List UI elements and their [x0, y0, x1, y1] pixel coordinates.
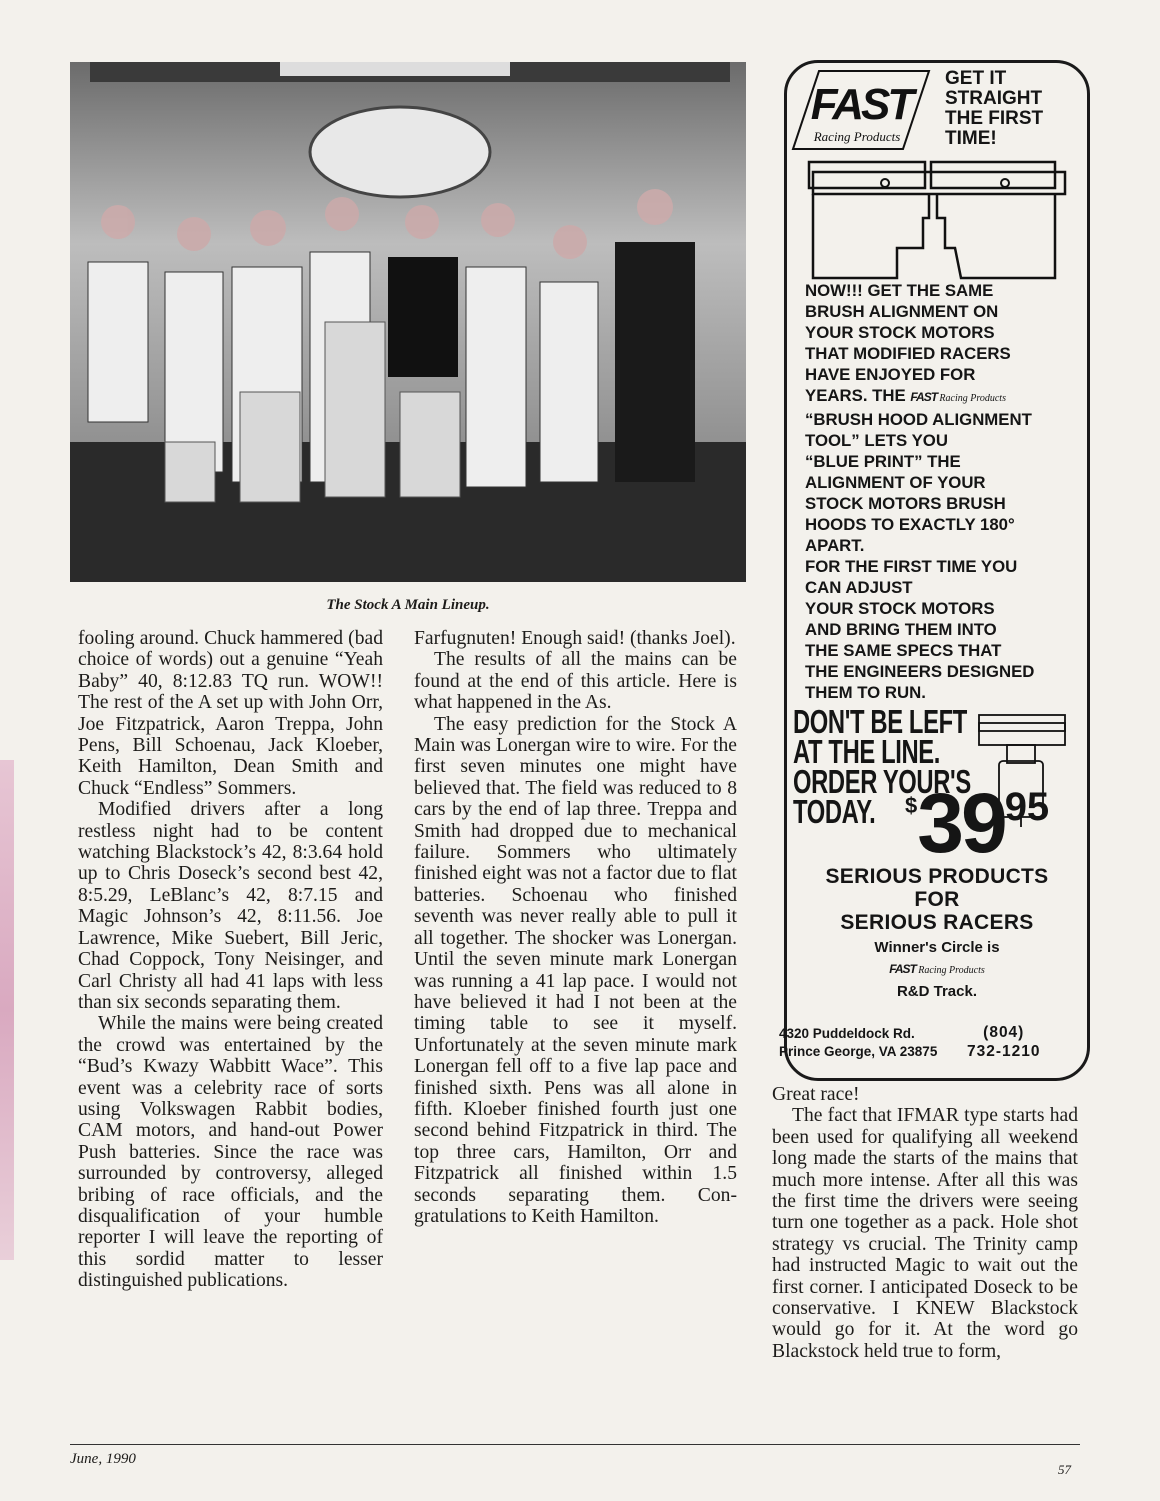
page-number: 57: [1058, 1462, 1071, 1477]
fast-mini-logo: [889, 959, 985, 981]
alignment-tool-illustration: [805, 158, 1067, 282]
price-currency: $: [905, 793, 918, 818]
lineup-photo-image: [70, 62, 746, 582]
price-cents: 95: [1004, 785, 1050, 829]
body-line: TOOL” LETS YOU: [805, 431, 948, 450]
body-line: HAVE ENJOYED FOR: [805, 365, 976, 384]
paragraph: Great race!: [772, 1084, 860, 1105]
body-line: YEARS. THE: [805, 386, 906, 405]
fast-logo: [791, 67, 931, 153]
winner-line: R&D Track.: [896, 983, 978, 1000]
address-line: 4320 Puddeldock Rd.: [779, 1026, 915, 1041]
tagline-line: SERIOUS PRODUCTS: [825, 865, 1049, 888]
phone-area-code: (804): [983, 1024, 1025, 1041]
body-line: “BRUSH HOOD ALIGNMENT: [805, 410, 1032, 429]
cta-line: TODAY.: [793, 793, 876, 830]
fast-racing-products-ad: [779, 60, 1090, 1081]
paragraph: The easy prediction for the Stock A Main was Lonergan wire to wire. For the first seven minutes one might have believed that. The field was reduced to 8 cars by the end of lap three. Treppa and Smith had dropped due to mechanical failure. Sommers who ultimately finished eight was not a factor due to flat batteries. Schoenau who finished seventh was never really able to pull it all together. The shocker was Lonergan. Until the seven minute mark Lonergan was running a 41 lap pace. I would not have believed it had I not been at the timing table to see it myself. Unfortunately at the seven minute mark Lonergan fell off to a five lap pace and finished sixth. Pens was all alone in fifth. Kloeber finished fourth just one second behind Fitzpatrick in third. The top three cars, Hamilton, Orr and Fitzpatrick all finished within 1.5 seconds separating them. Congratulations to Keith Hamilton.: [414, 713, 737, 1227]
tagline-line: FOR: [914, 888, 960, 911]
phone-number: 732-1210: [967, 1043, 1041, 1060]
logo-text: FAST: [910, 390, 938, 404]
fast-mini-logo: [910, 387, 1006, 409]
ad-phone: [967, 1023, 1041, 1061]
ad-address: [779, 1025, 937, 1061]
body-line: STOCK MOTORS BRUSH: [805, 494, 1006, 513]
price: [905, 776, 1050, 870]
body-line-with-logo: [805, 385, 1034, 409]
body-line: THE ENGINEERS DESIGNED: [805, 662, 1035, 681]
body-line: THEM TO RUN.: [805, 683, 926, 702]
ad-body-copy: [805, 280, 1034, 703]
cta-line: ORDER YOUR'S: [793, 763, 971, 800]
article-column-3: [772, 1084, 1078, 1362]
logo-subtext: Racing Products: [939, 393, 1006, 404]
ad-winners-circle: [787, 937, 1087, 1002]
article-column-1: [78, 628, 383, 1292]
body-line: HOODS TO EXACTLY 180°: [805, 515, 1015, 534]
photo-caption: The Stock A Main Lineup.: [326, 597, 490, 613]
svg-text:FAST: FAST: [810, 80, 912, 129]
footer-rule: [70, 1444, 1080, 1445]
body-line: ALIGNMENT OF YOUR: [805, 473, 986, 492]
address-line: Prince George, VA 23875: [779, 1044, 938, 1059]
logo-text: FAST: [889, 962, 916, 976]
body-line: THAT MODIFIED RACERS: [805, 344, 1011, 363]
body-line: APART.: [805, 536, 865, 555]
scan-edge-strip: [0, 760, 14, 1260]
logo-subtext: Racing Products: [918, 965, 985, 976]
ad-headline: [945, 69, 1043, 149]
body-line: FOR THE FIRST TIME YOU: [805, 557, 1018, 576]
svg-text:Racing Products: Racing Products: [813, 129, 901, 144]
headline-line: TIME!: [945, 128, 997, 149]
headline-line: STRAIGHT: [945, 88, 1043, 109]
headline-line: GET IT: [945, 68, 1007, 89]
body-line: AND BRING THEM INTO: [805, 620, 997, 639]
body-line: BRUSH ALIGNMENT ON: [805, 302, 999, 321]
body-line: THE SAME SPECS THAT: [805, 641, 1002, 660]
tagline-line: SERIOUS RACERS: [840, 911, 1034, 934]
winner-line: Winner's Circle is: [874, 939, 1000, 956]
body-line: NOW!!! GET THE SAME: [805, 281, 994, 300]
price-dollars: 39: [917, 776, 1005, 870]
headline-line: THE FIRST: [945, 108, 1044, 129]
issue-date: June, 1990: [70, 1451, 136, 1467]
cta-line: DON'T BE LEFT: [793, 703, 967, 740]
body-line: “BLUE PRINT” THE: [805, 452, 961, 471]
body-line: YOUR STOCK MOTORS: [805, 323, 995, 342]
paragraph: Farfugnuten! Enough said! (thanks Joel).: [414, 628, 736, 649]
paragraph: Modified drivers after a long restless night had to be content watching Blackstock’s 42, 8:3.64 hold up to Chris Doseck’s second best 42, 8:5.29, LeBlanc’s 42, 8:7.15 and Magic Johnson’s 42, 8:11.56. Joe Lawrence, Mike Suebert, Bill Jeric, Chad Coppock, Tony Neisinger, and Carl Christy all had 41 laps with less than six seconds separating them.: [78, 799, 383, 1013]
body-line: CAN ADJUST: [805, 578, 913, 597]
lineup-photo: [70, 62, 746, 582]
paragraph: The results of all the mains can be found at the end of this article. Here is what happened in the As.: [414, 649, 737, 714]
article-column-2: [414, 628, 737, 1227]
paragraph: The fact that IFMAR type starts had been used for qualifying all weekend long made the starts of the mains that much more intense. After all this was the first time the drivers were seeing turn one together as a pack. Hole shot strategy vs crucial. The Trinity camp had instructed Magic to wait out the first corner. I anticipated Doseck to be conservative. I KNEW Blackstock would go for it. At the word go Blackstock held true to form,: [772, 1105, 1078, 1362]
ad-tagline: [787, 865, 1087, 934]
paragraph: fooling around. Chuck hammered (bad choice of words) out a genuine “Yeah Baby” 40, 8:12.83 TQ run. WOW!! The rest of the A set up with John Orr, Joe Fitzpatrick, Aaron Treppa, John Pens, Bill Schoenau, Jack Kloeber, Keith Hamilton, Dean Smith and Chuck “Endless” Sommers.: [78, 628, 383, 799]
paragraph: While the mains were being created the crowd was entertained by the “Bud’s Kwazy Wabbitt Wace”. This event was a celebrity race of sorts using Volkswagen Rabbit bodies, CAM motors, and hand-out Power Push batteries. Since the race was surrounded by controversy, alleged bribing of race officials, and the disqualification of your humble reporter I will leave the reporting of this sordid matter to lesser distinguished publications.: [78, 1013, 383, 1292]
body-line: YOUR STOCK MOTORS: [805, 599, 995, 618]
cta-line: AT THE LINE.: [793, 733, 941, 770]
